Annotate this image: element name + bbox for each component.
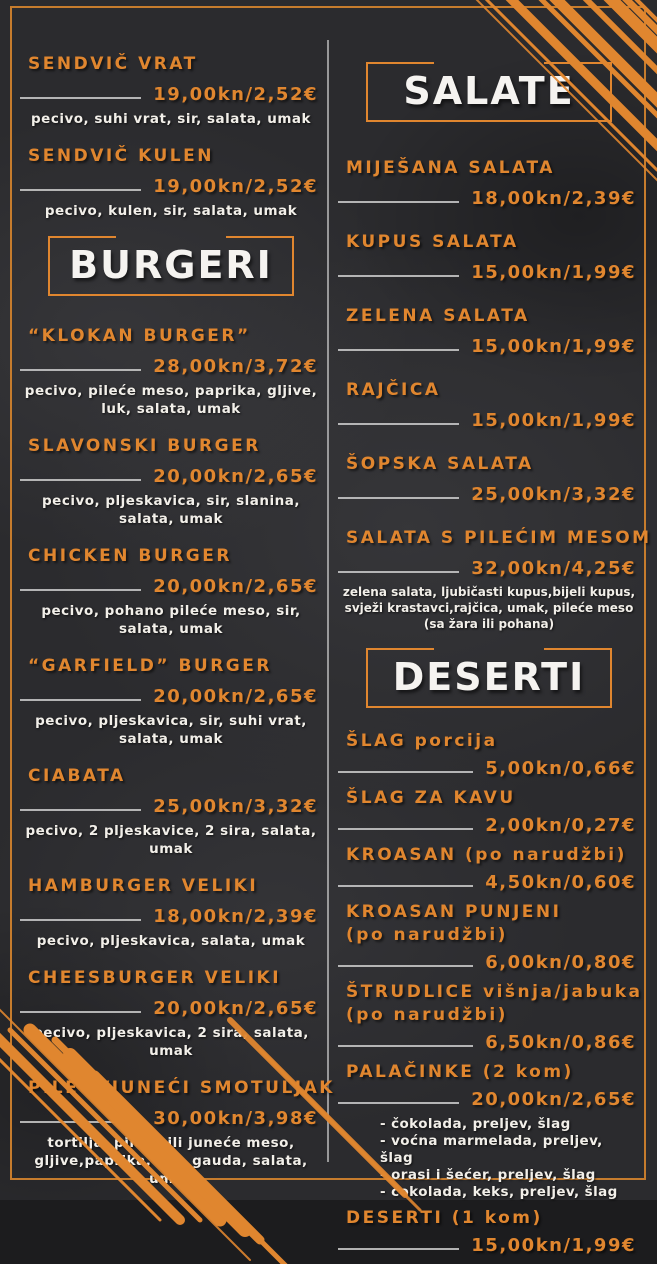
price-row [20,900,322,932]
item-sendvic-vrat [20,52,322,128]
item-sendvic-kulen [20,144,322,220]
price-row [338,182,640,214]
variant-line: - voćna marmelada, preljev, šlag [380,1133,603,1166]
item-palacinke [338,1061,640,1201]
price-rule [20,699,141,701]
item-name: HAMBURGER VELIKI [28,876,259,896]
price-rule [20,1121,141,1123]
item-desc: pecivo, pljeskavica, salata, umak [36,933,306,949]
price-row [20,680,322,712]
item-zelena-salata [338,304,640,362]
item-name: ŠLAG porcija [346,731,498,751]
variant-line: - orasi i šećer, preljev, šlag [380,1167,596,1183]
price-rule [338,201,459,203]
price-row [20,460,322,492]
item-price: 4,50kn/0,60€ [485,871,636,893]
item-price: 15,00kn/1,99€ [471,335,636,357]
item-desc: zelena salata, ljubičasti kupus,bijeli kupus, svježi krastavci,rajčica, umak, pileće meso (sa žara ili pohana) [342,585,636,631]
price-rule [338,885,473,887]
price-row [20,570,322,602]
item-cheesburger-veliki [20,966,322,1060]
item-price: 20,00kn/2,65€ [153,997,318,1019]
price-rule [338,497,459,499]
item-price: 5,00kn/0,66€ [485,757,636,779]
section-title: DESERTI [392,655,586,699]
price-rule [20,97,141,99]
price-rule [338,965,473,967]
item-name: ZELENA SALATA [346,306,530,326]
price-row [338,812,640,838]
item-variants [338,1116,640,1201]
section-header-salate [366,62,612,122]
item-price: 20,00kn/2,65€ [153,685,318,707]
item-price: 20,00kn/2,65€ [471,1088,636,1110]
item-slag-za-kavu [338,787,640,838]
item-desc: tortilja, pileće ili juneće meso, gljive,paprika, luk, gauda, salata, umak [34,1135,308,1187]
item-name: ŠOPSKA SALATA [346,454,534,474]
section-header-deserti [366,648,612,708]
item-deserti-1-kom [338,1207,640,1258]
item-name: “KLOKAN BURGER” [28,326,251,346]
section-header-burgeri [48,236,294,296]
item-price: 2,00kn/0,27€ [485,814,636,836]
item-name: KROASAN PUNJENI [346,902,562,922]
item-desc: pecivo, pohano pileće meso, sir, salata, umak [41,603,301,637]
item-chicken-burger [20,544,322,638]
price-row [338,330,640,362]
column-divider [327,40,329,1162]
item-desc: pecivo, kulen, sir, salata, umak [44,203,298,219]
item-desc: pecivo, suhi vrat, sir, salata, umak [31,111,311,127]
item-kupus-salata [338,230,640,288]
price-rule [20,369,141,371]
price-rule [20,919,141,921]
price-row [338,552,640,584]
price-rule [20,189,141,191]
item-name: PALAČINKE (2 kom) [346,1062,574,1082]
price-rule [338,423,459,425]
item-ciabata [20,764,322,858]
item-price: 15,00kn/1,99€ [471,261,636,283]
price-rule [338,1045,473,1047]
item-strudlice [338,981,643,1055]
item-price: 18,00kn/2,39€ [471,187,636,209]
item-name: ŠLAG ZA KAVU [346,788,516,808]
price-row [338,1232,640,1258]
item-garfield-burger [20,654,322,748]
price-rule [20,809,141,811]
item-name: SENDVIČ KULEN [28,146,214,166]
item-price: 19,00kn/2,52€ [153,175,318,197]
item-rajcica [338,378,640,436]
price-row [338,869,640,895]
price-rule [20,479,141,481]
item-desc: pecivo, pljeskavica, sir, suhi vrat, salata, umak [35,713,307,747]
item-name: “GARFIELD” BURGER [28,656,272,676]
price-row [338,949,640,975]
item-price: 20,00kn/2,65€ [153,465,318,487]
price-rule [338,828,473,830]
item-price: 28,00kn/3,72€ [153,355,318,377]
price-row [338,755,640,781]
item-klokan-burger [20,324,322,418]
item-price: 30,00kn/3,98€ [153,1107,318,1129]
item-name: SALATA S PILEĆIM MESOM [346,528,652,548]
item-name: RAJČICA [346,380,441,400]
item-price: 32,00kn/4,25€ [471,557,636,579]
item-price: 20,00kn/2,65€ [153,575,318,597]
item-name: DESERTI (1 kom) [346,1208,543,1228]
item-name: PILEĆI/JUNEĆI SMOTULJAK [28,1078,335,1098]
item-slavonski-burger [20,434,322,528]
price-rule [338,771,473,773]
item-salata-s-pilecim-mesom [338,526,652,632]
item-name: MIJEŠANA SALATA [346,158,555,178]
item-name: ŠTRUDLICE višnja/jabuka [346,982,643,1002]
item-hamburger-veliki [20,874,322,950]
price-rule [338,571,459,573]
price-rule [338,1102,459,1104]
price-row [338,1086,640,1112]
item-kroasan-punjeni [338,901,640,975]
item-name: CHICKEN BURGER [28,546,232,566]
section-title: BURGERI [69,243,273,287]
item-desc: pecivo, pljeskavica, sir, slanina, salata, umak [42,493,300,527]
item-price: 18,00kn/2,39€ [153,905,318,927]
item-name: CHEESBURGER VELIKI [28,968,282,988]
price-row [338,404,640,436]
item-slag-porcija [338,730,640,781]
price-row [20,790,322,822]
price-row [338,256,640,288]
price-rule [338,1248,459,1250]
price-rule [20,589,141,591]
item-price: 25,00kn/3,32€ [471,483,636,505]
item-pileci-juneci-smotuljak [20,1076,335,1188]
price-rule [338,275,459,277]
price-rule [338,349,459,351]
item-mijesana-salata [338,156,640,214]
price-row [20,78,322,110]
price-row [338,1029,640,1055]
variant-line: - čokolada, preljev, šlag [380,1116,571,1132]
item-sopska-salata [338,452,640,510]
item-desc: pecivo, 2 pljeskavice, 2 sira, salata, umak [25,823,317,857]
item-name: CIABATA [28,766,126,786]
item-price: 25,00kn/3,32€ [153,795,318,817]
item-name-line2: (po narudžbi) [346,925,508,945]
item-name: SENDVIČ VRAT [28,54,198,74]
item-desc: pecivo, pileće meso, paprika, gljive, luk, salata, umak [24,383,318,417]
item-price: 15,00kn/1,99€ [471,409,636,431]
item-price: 19,00kn/2,52€ [153,83,318,105]
right-column [338,56,652,1264]
item-name-line2: (po narudžbi) [346,1005,508,1025]
item-name: KROASAN (po narudžbi) [346,845,627,865]
item-price: 15,00kn/1,99€ [471,1234,636,1256]
price-row [20,170,322,202]
price-rule [20,1011,141,1013]
item-desc: pecivo, pljeskavica, 2 sira, salata, umak [33,1025,309,1059]
item-name: SLAVONSKI BURGER [28,436,261,456]
item-kroasan [338,844,640,895]
left-column [20,52,335,1204]
price-row [20,1102,322,1134]
price-row [20,992,322,1024]
price-row [338,478,640,510]
item-price: 6,50kn/0,86€ [485,1031,636,1053]
variant-line: - čokolada, keks, preljev, šlag [380,1184,618,1200]
price-row [20,350,322,382]
item-price: 6,00kn/0,80€ [485,951,636,973]
item-name: KUPUS SALATA [346,232,519,252]
section-title: SALATE [403,69,575,113]
